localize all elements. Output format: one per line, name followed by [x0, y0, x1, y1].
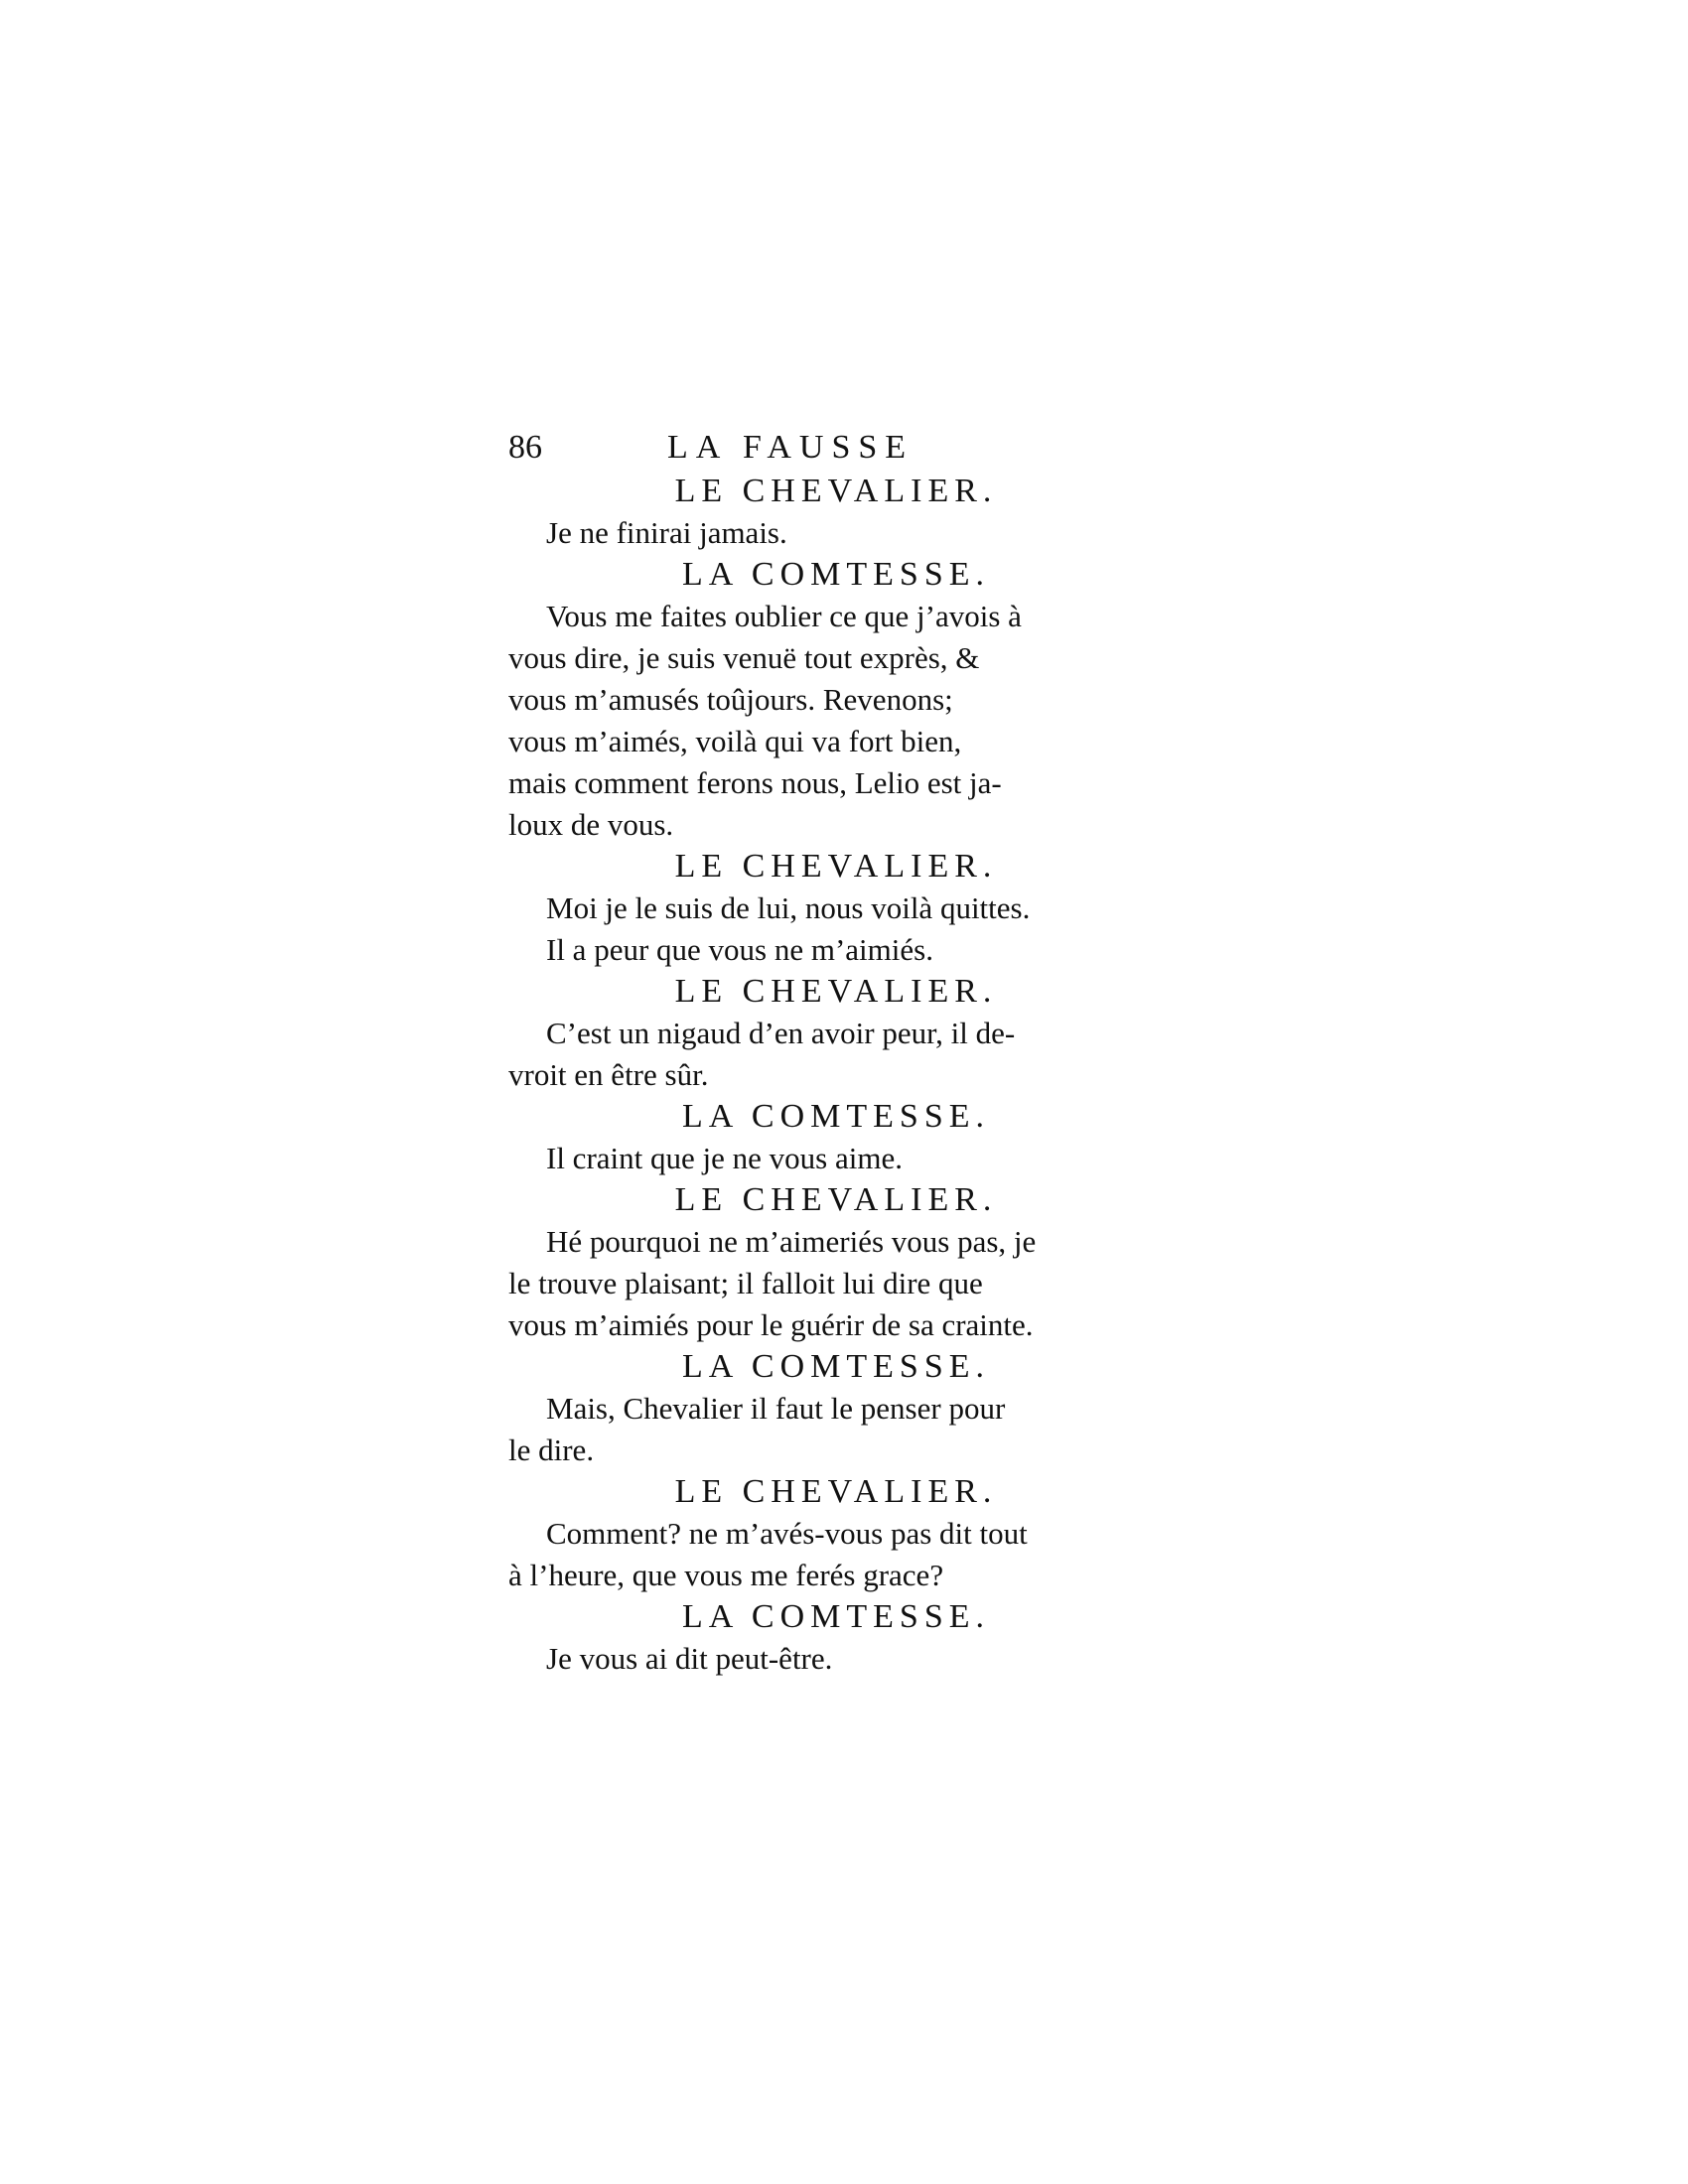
speech-block	[508, 1596, 1164, 1680]
speech-line: Mais, Chevalier il faut le penser pour	[546, 1391, 1006, 1426]
speech-line: vous dire, je suis venuë tout exprès, &	[508, 640, 980, 675]
speaker-name: LE CHEVALIER.	[674, 848, 998, 885]
speech-text	[508, 1138, 1164, 1179]
speech-text	[508, 596, 1164, 846]
speech-line: vous m’amusés toûjours. Revenons;	[508, 682, 953, 717]
dialogue-column	[508, 471, 1164, 1680]
speech-line: loux de vous.	[508, 807, 674, 842]
speech-text	[508, 887, 1164, 971]
speech-line: Vous me faites oublier ce que j’avois à	[546, 599, 1022, 633]
speech-line: Je vous ai dit peut-être.	[546, 1641, 833, 1676]
speech-block	[508, 1471, 1164, 1596]
speech-block	[508, 971, 1164, 1096]
speech-line: mais comment ferons nous, Lelio est ja-	[508, 765, 1002, 800]
speech-line: Comment? ne m’avés-vous pas dit tout	[546, 1516, 1028, 1551]
speech-line: Il craint que je ne vous aime.	[546, 1141, 903, 1175]
speech-line: à l’heure, que vous me ferés grace?	[508, 1558, 944, 1592]
speech-text	[508, 1013, 1164, 1096]
speech-block	[508, 554, 1164, 846]
speaker-name: LE CHEVALIER.	[674, 1181, 998, 1218]
speech-text	[508, 1388, 1164, 1471]
speech-block	[508, 471, 1164, 554]
speech-text	[508, 1513, 1164, 1596]
speech-text	[508, 512, 1164, 554]
running-title: LA FAUSSE	[667, 429, 914, 466]
speech-text	[508, 1638, 1164, 1680]
speech-line: le dire.	[508, 1433, 595, 1467]
speech-block	[508, 1346, 1164, 1471]
speech-line: Je ne finirai jamais.	[546, 515, 787, 550]
speaker-name: LE CHEVALIER.	[674, 973, 998, 1010]
speech-line: Moi je le suis de lui, nous voilà quittes.	[546, 890, 1031, 925]
speaker-name: LA COMTESSE.	[681, 1348, 991, 1385]
speech-line: C’est un nigaud d’en avoir peur, il de-	[546, 1016, 1016, 1050]
speaker-name: LA COMTESSE.	[681, 1098, 991, 1135]
speech-text	[508, 1221, 1164, 1346]
speaker-name: LA COMTESSE.	[681, 556, 991, 593]
speech-block	[508, 1179, 1164, 1346]
speaker-name: LA COMTESSE.	[681, 1598, 991, 1635]
speech-line: Hé pourquoi ne m’aimeriés vous pas, je	[546, 1224, 1037, 1259]
speech-line: vous m’aimiés pour le guérir de sa crainte.	[508, 1307, 1034, 1342]
speaker-name: LE CHEVALIER.	[674, 473, 998, 509]
speech-block	[508, 1096, 1164, 1179]
speech-line: vroit en être sûr.	[508, 1057, 709, 1092]
speaker-name: LE CHEVALIER.	[674, 1473, 998, 1510]
speech-line: vous m’aimés, voilà qui va fort bien,	[508, 724, 962, 758]
speech-block	[508, 846, 1164, 971]
page-header	[508, 425, 1164, 471]
speech-line: le trouve plaisant; il falloit lui dire que	[508, 1266, 983, 1300]
speech-line: Il a peur que vous ne m’aimiés.	[546, 932, 933, 967]
page-number: 86	[508, 429, 542, 466]
